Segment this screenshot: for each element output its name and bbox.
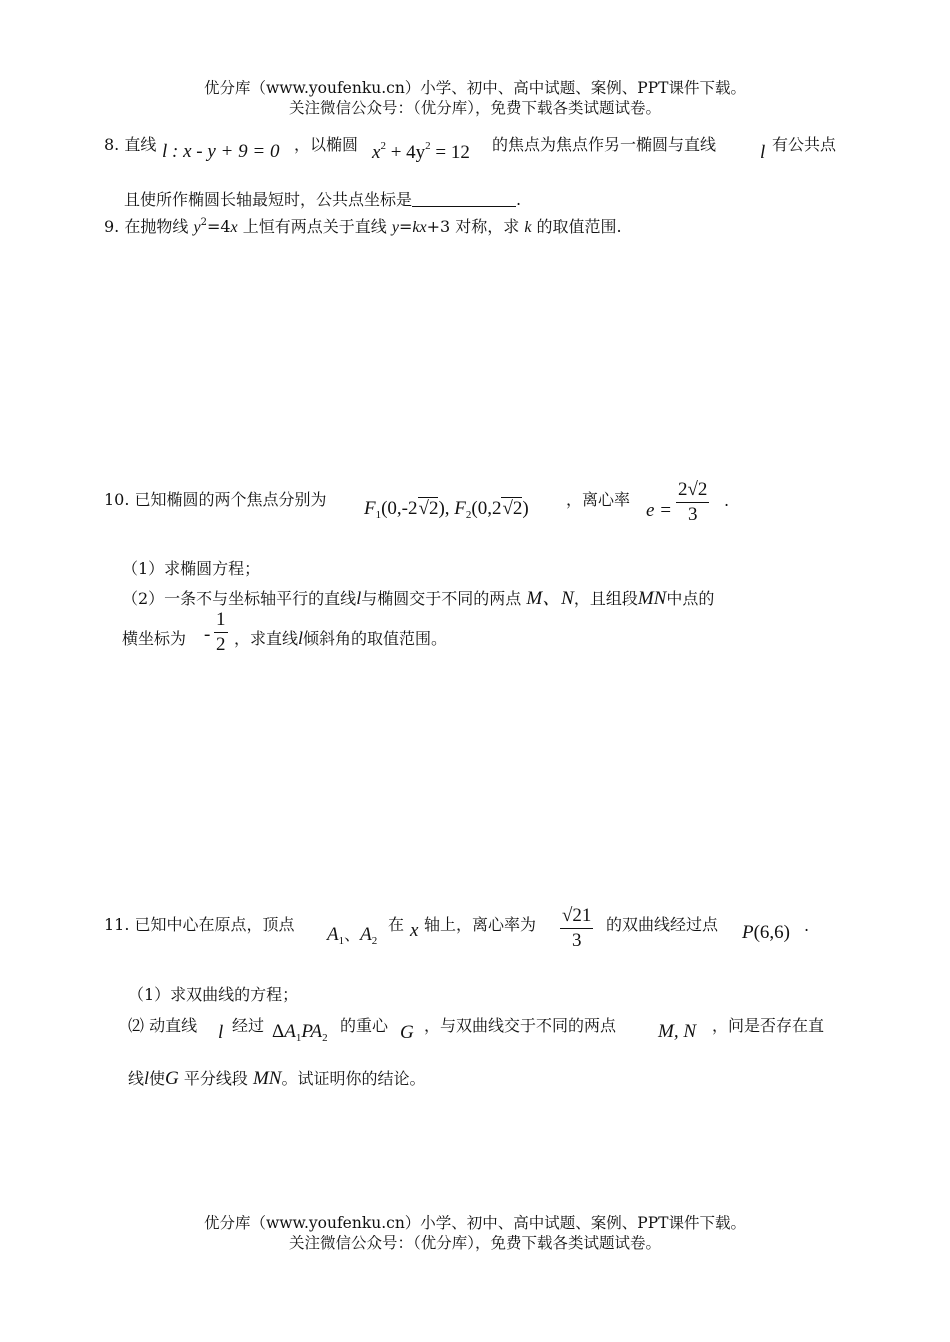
q11-p2-c: 的重心: [340, 1016, 389, 1035]
q8-ellipse-4y: + 4y: [385, 142, 426, 163]
q9-y: y: [193, 219, 201, 236]
q8-ellipse-rhs: = 12: [430, 142, 470, 163]
q10-number: 10. 已知椭圆的两个焦点分别为: [104, 490, 327, 509]
q11-tri-a2-sub: 2: [322, 1032, 328, 1044]
q9-plus3: +3: [426, 217, 451, 236]
q11-p3-a: 线: [128, 1069, 145, 1088]
q11-point: [742, 922, 790, 944]
q11-text-3: 的双曲线经过点: [606, 915, 719, 934]
q10-minus: -: [204, 624, 211, 645]
q10-end: .: [724, 491, 730, 510]
q10-f1-coord: (0,-2√2),: [381, 498, 450, 519]
q9-text-e: 的取值范围.: [531, 217, 622, 236]
q10-foci: [364, 498, 529, 521]
q10-text-1: ，离心率: [566, 490, 631, 509]
q10-p2-mn2: MN: [637, 588, 667, 609]
q11-vertices: [327, 922, 377, 947]
q11-p3-g: G: [165, 1068, 179, 1089]
q11-point-p: P: [742, 922, 754, 943]
q10-half-fraction: [214, 608, 228, 657]
q11-a1-sub: 1: [338, 935, 345, 947]
q8-ellipse-sq-2: 2: [425, 140, 431, 152]
q11-a2-sub: 2: [371, 935, 378, 947]
q11-p2-l: l: [218, 1022, 224, 1043]
q11-p2-g: G: [400, 1022, 414, 1043]
q10-p2-d: 中点的: [666, 589, 715, 608]
q10-f2-sub: 2: [465, 509, 472, 521]
q10-frac: [676, 478, 709, 527]
q10-p3-b: ，求直线: [234, 629, 299, 648]
q8-answer-blank[interactable]: [412, 192, 516, 207]
q11-p3-mn: MN: [252, 1068, 282, 1089]
q11-a1-letter: A: [327, 924, 339, 945]
q11-tri-pa: PA: [301, 1021, 323, 1042]
q9-text-b: =4: [206, 217, 231, 236]
q10-part-2-cont-b: [234, 626, 447, 649]
q10-f2-coord: (0,2√2): [471, 498, 529, 519]
q11-text-1: 在: [388, 915, 405, 934]
q11-p2-mn: M, N: [658, 1021, 696, 1042]
q9-expr-y: y: [391, 219, 399, 236]
q10-f: F: [364, 498, 376, 519]
q10-p3-l: l: [298, 628, 304, 648]
q10-part-2-cont-a: 横坐标为: [122, 629, 187, 648]
q11-tri-delta: Δ: [272, 1021, 285, 1042]
q9-text-a: 9. 在抛物线: [104, 217, 194, 236]
q10-half: [214, 608, 228, 657]
q10-f2: F: [454, 498, 466, 519]
q11-frac-den: 3: [571, 930, 582, 951]
q8-end: .: [516, 190, 522, 209]
q8-ellipse-sq-1: 2: [380, 140, 386, 152]
q10-p2-c: ，且组段: [573, 589, 638, 608]
q10-p3-c: 倾斜角的取值范围。: [303, 629, 448, 648]
footer-line-2: 关注微信公众号：（优分库），免费下载各类试题试卷。: [288, 1234, 661, 1252]
q11-number: 11. 已知中心在原点，顶点: [104, 915, 295, 934]
q8-text-4-body: 且使所作椭圆长轴最短时，公共点坐标是: [124, 190, 413, 209]
q11-tri-a1-sub: 1: [295, 1032, 302, 1044]
q11-p3-d: 。试证明你的结论。: [281, 1069, 426, 1088]
q8-l: l: [760, 142, 766, 163]
q11-p2-e: ，问是否存在直: [712, 1016, 825, 1035]
q11-p3-c: 平分线段: [183, 1069, 248, 1088]
q11-p2-b: 经过: [232, 1016, 265, 1035]
q10-p2-a: （2）一条不与坐标轴平行的直线: [122, 589, 357, 608]
q11-triangle: [272, 1021, 328, 1044]
q10-half-num: 1: [214, 608, 228, 633]
q11-p2-a: ⑵ 动直线: [128, 1016, 198, 1035]
q10-frac-den: 3: [687, 504, 698, 525]
q9-expr-k: k: [412, 219, 420, 236]
q10-p2-b: 与椭圆交于不同的两点: [361, 589, 522, 608]
q11-tri-a1: A: [284, 1021, 296, 1042]
header-line-1: 优分库（www.youfenku.cn）小学、初中、高中试题、案例、PPT课件下载。: [203, 79, 747, 97]
q11-eccentricity-fraction: [560, 904, 593, 953]
header-line-2: 关注微信公众号：（优分库），免费下载各类试题试卷。: [288, 99, 661, 117]
q11-part-1: （1）求双曲线的方程；: [128, 985, 299, 1004]
q10-eccentricity-fraction: [676, 478, 709, 527]
q11-point-coords: (6,6): [753, 922, 791, 943]
q11-part-2-cont: [128, 1066, 426, 1090]
q8-text-1: ，以椭圆: [294, 135, 359, 154]
q8-line-equation: l : x - y + 9 = 0: [162, 141, 280, 162]
q9-eq: =: [398, 217, 413, 236]
q10-p2-mn: M、N: [526, 588, 574, 609]
q8-text-2: 的焦点为焦点作另一椭圆与直线: [492, 135, 717, 154]
q8-ellipse-equation: [372, 140, 470, 164]
q10-e: e =: [646, 500, 673, 521]
q11-a2-letter: A: [360, 924, 372, 945]
q9-text-d: 对称，求: [450, 217, 525, 236]
q11-p3-l: l: [144, 1068, 150, 1088]
q9-x: x: [230, 219, 238, 236]
q11-sep: 、: [344, 927, 361, 944]
q8-text-4: [124, 187, 521, 210]
q10-part-2: [122, 583, 714, 610]
q11-text-2: 轴上，离心率为: [424, 915, 537, 934]
footer-line-1: 优分库（www.youfenku.cn）小学、初中、高中试题、案例、PPT课件下载。: [203, 1214, 747, 1232]
q8-text-3: 有公共点: [772, 135, 837, 154]
q11-x: x: [410, 920, 419, 941]
q9-sq: 2: [200, 217, 207, 228]
q11-end: .: [804, 916, 810, 935]
q10-f1-sub: 1: [375, 509, 382, 521]
q10-part-1: （1）求椭圆方程；: [122, 559, 261, 578]
q10-half-den: 2: [216, 634, 226, 655]
q11-p2-d: ，与双曲线交于不同的两点: [424, 1016, 617, 1035]
q11-frac: [560, 904, 593, 953]
q10-p2-l: l: [356, 588, 362, 608]
q9-expr-x: x: [419, 219, 427, 236]
q9-text: [104, 214, 622, 237]
q8-number: 8. 直线: [104, 135, 157, 154]
q11-frac-num: √21: [560, 904, 593, 929]
q10-frac-num: 2√2: [676, 478, 709, 503]
q8-ellipse-x: x: [372, 142, 381, 163]
q11-p3-b: 使: [149, 1069, 166, 1088]
q9-text-c: 上恒有两点关于直线: [237, 217, 392, 236]
q9-k: k: [524, 219, 532, 236]
